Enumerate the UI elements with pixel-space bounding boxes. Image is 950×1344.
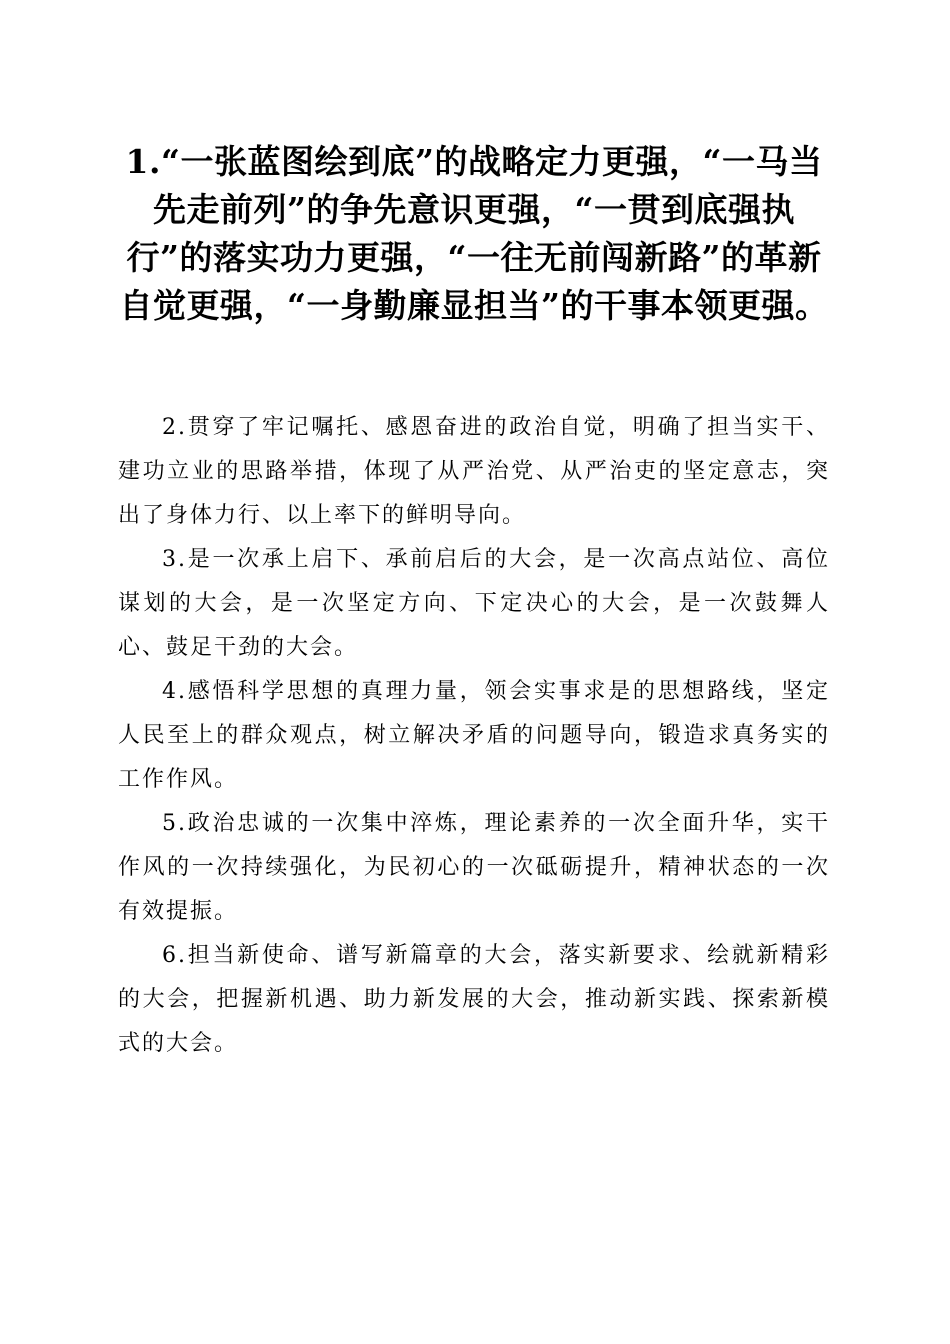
paragraph-5: 5.政治忠诚的一次集中淬炼，理论素养的一次全面升华，实干作风的一次持续强化，为民初心的一次砥砺提升，精神状态的一次有效提振。 (118, 811, 830, 924)
paragraph-6: 6.担当新使命、谱写新篇章的大会，落实新要求、绘就新精彩的大会，把握新机遇、助力新发展的大会，推动新实践、探索新模式的大会。 (118, 943, 830, 1056)
document-body (118, 406, 830, 1066)
paragraph-3: 3.是一次承上启下、承前启后的大会，是一次高点站位、高位谋划的大会，是一次坚定方向、下定决心的大会，是一次鼓舞人心、鼓足干劲的大会。 (118, 547, 830, 660)
paragraph-4: 4.感悟科学思想的真理力量，领会实事求是的思想路线，坚定人民至上的群众观点，树立解决矛盾的问题导向，锻造求真务实的工作作风。 (118, 679, 830, 792)
paragraph-2: 2.贯穿了牢记嘱托、感恩奋进的政治自觉，明确了担当实干、建功立业的思路举措，体现了从严治党、从严治吏的坚定意志，突出了身体力行、以上率下的鲜明导向。 (118, 415, 830, 528)
document-title: 1.“一张蓝图绘到底”的战略定力更强，“一马当先走前列”的争先意识更强，“一贯到底强执行”的落实功力更强，“一往无前闯新路”的革新自觉更强，“一身勤廉显担当”的干事本领更强。 (119, 142, 829, 325)
